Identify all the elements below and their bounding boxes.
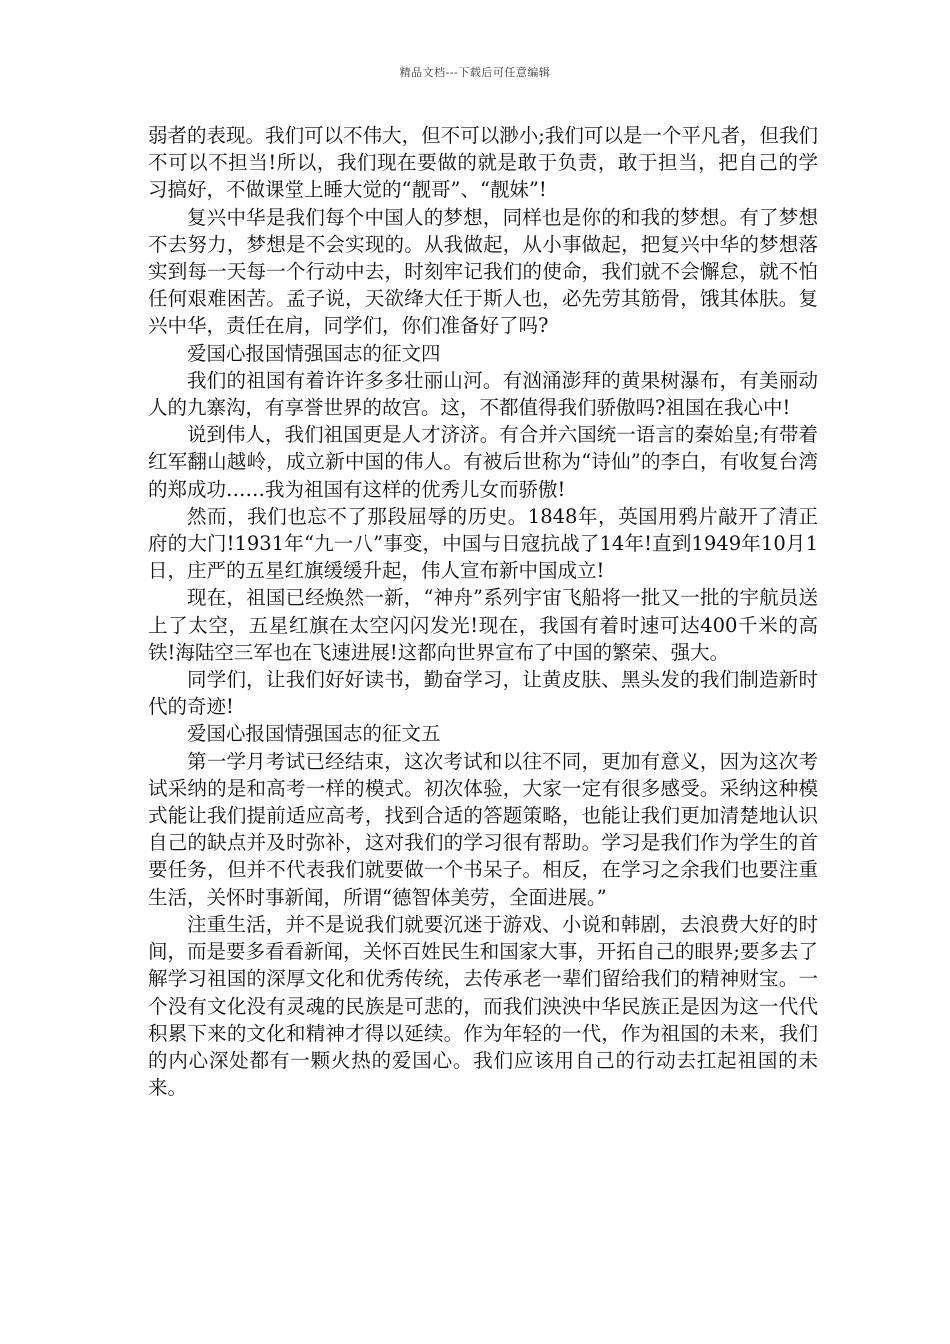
paragraph: 复兴中华是我们每个中国人的梦想，同样也是你的和我的梦想。有了梦想不去努力，梦想是不会实现的。从我做起，从小事做起，把复兴中华的梦想落实到每一天每一个行动中去，时刻牢记我们的使命，我们就不会懈怠，就不怕任何艰难困苦。孟子说，天欲绛大任于斯人也，必先劳其筋骨，饿其体肤。复兴中华，责任在肩，同学们，你们准备好了吗? xyxy=(148,205,818,338)
section-heading: 爱国心报国情强国志的征文四 xyxy=(187,341,441,365)
paragraph: 第一学月考试已经结束，这次考试和以往不同，更加有意义，因为这次考试采纳的是和高考一样的模式。初次体验，大家一定有很多感受。采纳这种模式能让我们提前适应高考，找到合适的答题策略，也能让我们更加清楚地认识自己的缺点并及时弥补，这对我们的学习很有帮助。学习是我们作为学生的首要任务，但并不代表我们就要做一个书呆子。相反，在学习之余我们也要注重生活，关怀时事新闻，所谓“德智体美劳，全面进展。” xyxy=(148,749,818,909)
document-body xyxy=(148,122,818,1101)
section-heading: 爱国心报国情强国志的征文五 xyxy=(187,722,441,746)
paragraph: 说到伟人，我们祖国更是人才济济。有合并六国统一语言的秦始皇;有带着红军翻山越岭，成立新中国的伟人。有被后世称为“诗仙”的李白，有收复台湾的郑成功……我为祖国有这样的优秀儿女而骄傲! xyxy=(148,423,818,501)
paragraph: 我们的祖国有着许许多多壮丽山河。有汹涌澎拜的黄果树瀑布，有美丽动人的九寨沟，有享誉世界的故宫。这，不都值得我们骄傲吗?祖国在我心中! xyxy=(148,368,818,420)
paragraph: 注重生活，并不是说我们就要沉迷于游戏、小说和韩剧，去浪费大好的时间，而是要多看看新闻，关怀百姓民生和国家大事，开拓自己的眼界;要多去了解学习祖国的深厚文化和优秀传统，去传承老一辈们留给我们的精神财宝。一个没有文化没有灵魂的民族是可悲的，而我们泱泱中华民族正是因为这一代代积累下来的文化和精神才得以延续。作为年轻的一代，作为祖国的未来，我们的内心深处都有一颗火热的爱国心。我们应该用自己的行动去扛起祖国的未来。 xyxy=(148,912,818,1100)
paragraph: 同学们，让我们好好读书，勤奋学习，让黄皮肤、黑头发的我们制造新时代的奇迹! xyxy=(148,668,818,719)
paragraph: 然而，我们也忘不了那段屈辱的历史。1848年，英国用鸦片敲开了清正府的大门!1931年“九一八”事变，中国与日寇抗战了14年!直到1949年10月1日，庄严的五星红旗缓缓升起，伟人宣布新中国成立! xyxy=(148,504,818,583)
paragraph: 弱者的表现。我们可以不伟大，但不可以渺小;我们可以是一个平凡者，但我们不可以不担当!所以，我们现在要做的就是敢于负责，敢于担当，把自己的学习搞好，不做课堂上睡大觉的“靓哥”、“靓妹”! xyxy=(148,124,818,202)
paragraph: 现在，祖国已经焕然一新，“神舟”系列宇宙飞船将一批又一批的宇航员送上了太空，五星红旗在太空闪闪发光!现在，我国有着时速可达400千米的高铁!海陆空三军也在飞速进展!这都向世界宣布了中国的繁荣、强大。 xyxy=(148,586,818,664)
page-header: 精品文档---下载后可任意编辑 xyxy=(399,66,551,79)
